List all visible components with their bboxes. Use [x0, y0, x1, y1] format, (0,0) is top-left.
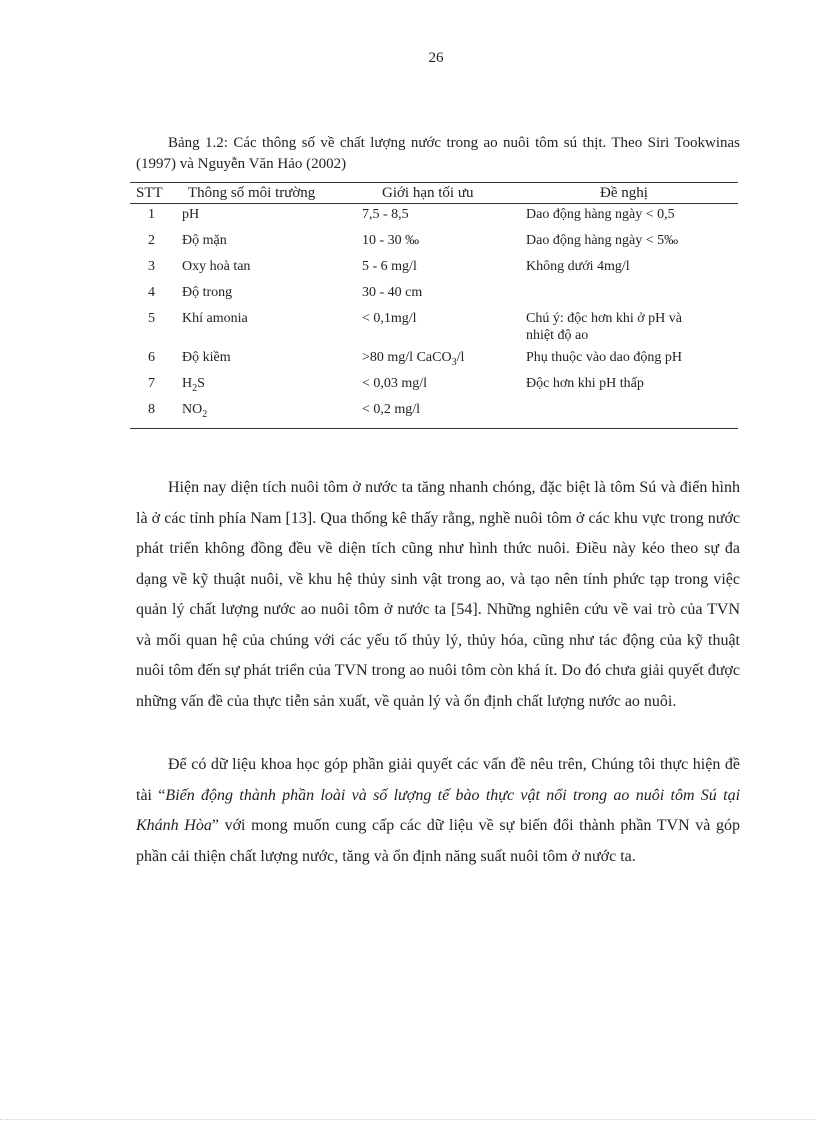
table-cell-stt: 8 [148, 402, 155, 417]
research-title: Biến động thành phần loài và số lượng tế bào thực vật nổi trong ao nuôi tôm Sú tại Khánh Hòa [136, 786, 741, 834]
table-cell-limit [362, 258, 417, 281]
table-header-param: Thông số môi trường [188, 185, 316, 201]
table-cell-param [182, 258, 250, 281]
param-tail: S [197, 376, 205, 391]
limit-text: 10 - 30 ‰ [362, 233, 420, 248]
param-subscript: 2 [192, 382, 198, 394]
table-cell-note: Không dưới 4mg/l [526, 259, 630, 274]
table-cell-stt: 4 [148, 285, 155, 300]
limit-text: < 0,2 mg/l [362, 402, 421, 417]
table-cell-note: Phụ thuộc vào dao động pH [526, 350, 682, 365]
table-cell-stt: 2 [148, 233, 155, 248]
table-header-note: Đề nghị [600, 185, 648, 201]
body-paragraph-2-after: ” với mong muốn cung cấp các dữ liệu về sự biến đổi thành phần TVN và góp phần cải thiện chất lượng nước, tăng và ổn định năng suất nuôi tôm ở nước ta. [136, 817, 740, 865]
param-text: NO [182, 402, 203, 417]
param-text: Khí amonia [182, 311, 248, 326]
table-cell-param [182, 310, 248, 333]
body-paragraph-2 [136, 750, 740, 872]
table-header-rule [130, 203, 738, 204]
table-cell-note: Dao động hàng ngày < 5‰ [526, 233, 679, 248]
limit-text: 7,5 - 8,5 [362, 207, 409, 222]
table-cell-param [182, 284, 232, 307]
table-caption [136, 133, 740, 175]
limit-text: 30 - 40 cm [362, 285, 423, 300]
limit-text: 5 - 6 mg/l [362, 259, 417, 274]
param-subscript: 2 [202, 408, 208, 420]
table-cell-limit [362, 232, 419, 255]
param-text: H [182, 376, 193, 391]
param-text: Độ mặn [182, 233, 227, 248]
table-cell-param [182, 206, 199, 229]
limit-text: < 0,1mg/l [362, 311, 417, 326]
table-cell-param [182, 349, 231, 372]
table-bottom-rule [130, 428, 738, 429]
table-cell-param [182, 375, 205, 398]
table-cell-limit [362, 310, 417, 333]
param-text: Độ trong [182, 285, 233, 300]
body-paragraph-1-text: Hiện nay diện tích nuôi tôm ở nước ta tăng nhanh chóng, đặc biệt là tôm Sú và điển hình là ở các tỉnh phía Nam [13]. Qua thống kê thấy rằng, nghề nuôi tôm ở các khu vực trong nước phát triển không đồng đều về diện tích cũng như hình thức nuôi. Điều này kéo theo sự đa dạng về kỹ thuật nuôi, về khu hệ thủy sinh vật trong ao, và tạo nên tính phức tạp trong việc quản lý chất lượng nước ao nuôi tôm ở nước ta [54]. Những nghiên cứu về vai trò của TVN và mối quan hệ của chúng với các yếu tố thủy lý, thủy hóa, cũng như tác động của kỹ thuật nuôi tôm đến sự phát triển của TVN trong ao nuôi tôm còn khá ít. Do đó chưa giải quyết được những vấn đề của thực tiễn sản xuất, về quản lý và ổn định chất lượng nước ao nuôi. [136, 479, 740, 710]
limit-subscript: 3 [451, 356, 457, 368]
table-cell-limit [362, 349, 464, 372]
table-cell-stt: 6 [148, 350, 155, 365]
limit-tail: /l [456, 350, 465, 365]
page-number: 26 [428, 50, 444, 66]
table-cell-param [182, 232, 227, 255]
table-cell-limit [362, 206, 409, 229]
table-cell-note: Dao động hàng ngày < 0,5 [526, 207, 675, 222]
limit-text: < 0,03 mg/l [362, 376, 428, 391]
footer-dotted-line [0, 1119, 816, 1120]
table-header-limit: Giới hạn tối ưu [382, 185, 474, 201]
table-cell-limit [362, 284, 422, 307]
table-cell-limit [362, 401, 420, 424]
param-text: Độ kiềm [182, 350, 231, 365]
table-cell-param [182, 401, 207, 424]
table-cell-note: Chú ý: độc hơn khi ở pH và [526, 311, 682, 326]
param-text: pH [182, 207, 200, 222]
body-paragraph-2-before: Để có dữ liệu khoa học góp phần giải quyết các vấn đề nêu trên, Chúng tôi thực hiện đề tài “ [136, 756, 740, 804]
table-cell-stt: 1 [148, 207, 155, 222]
table-top-rule [130, 182, 738, 183]
table-cell-stt: 7 [148, 376, 155, 391]
table-cell-stt: 5 [148, 311, 155, 326]
param-text: Oxy hoà tan [182, 259, 251, 274]
table-cell-limit [362, 375, 427, 398]
body-paragraph-1 [136, 473, 740, 717]
table-cell-note: Độc hơn khi pH thấp [526, 376, 644, 391]
table-caption-text: Bảng 1.2: Các thông số về chất lượng nước trong ao nuôi tôm sú thịt. Theo Siri Tookwinas (1997) và Nguyễn Văn Hảo (2002) [136, 135, 740, 172]
limit-text: >80 mg/l CaCO [362, 350, 452, 365]
table-header-stt: STT [136, 185, 163, 201]
table-cell-stt: 3 [148, 259, 155, 274]
table-cell-note-line2: nhiệt độ ao [526, 328, 589, 343]
